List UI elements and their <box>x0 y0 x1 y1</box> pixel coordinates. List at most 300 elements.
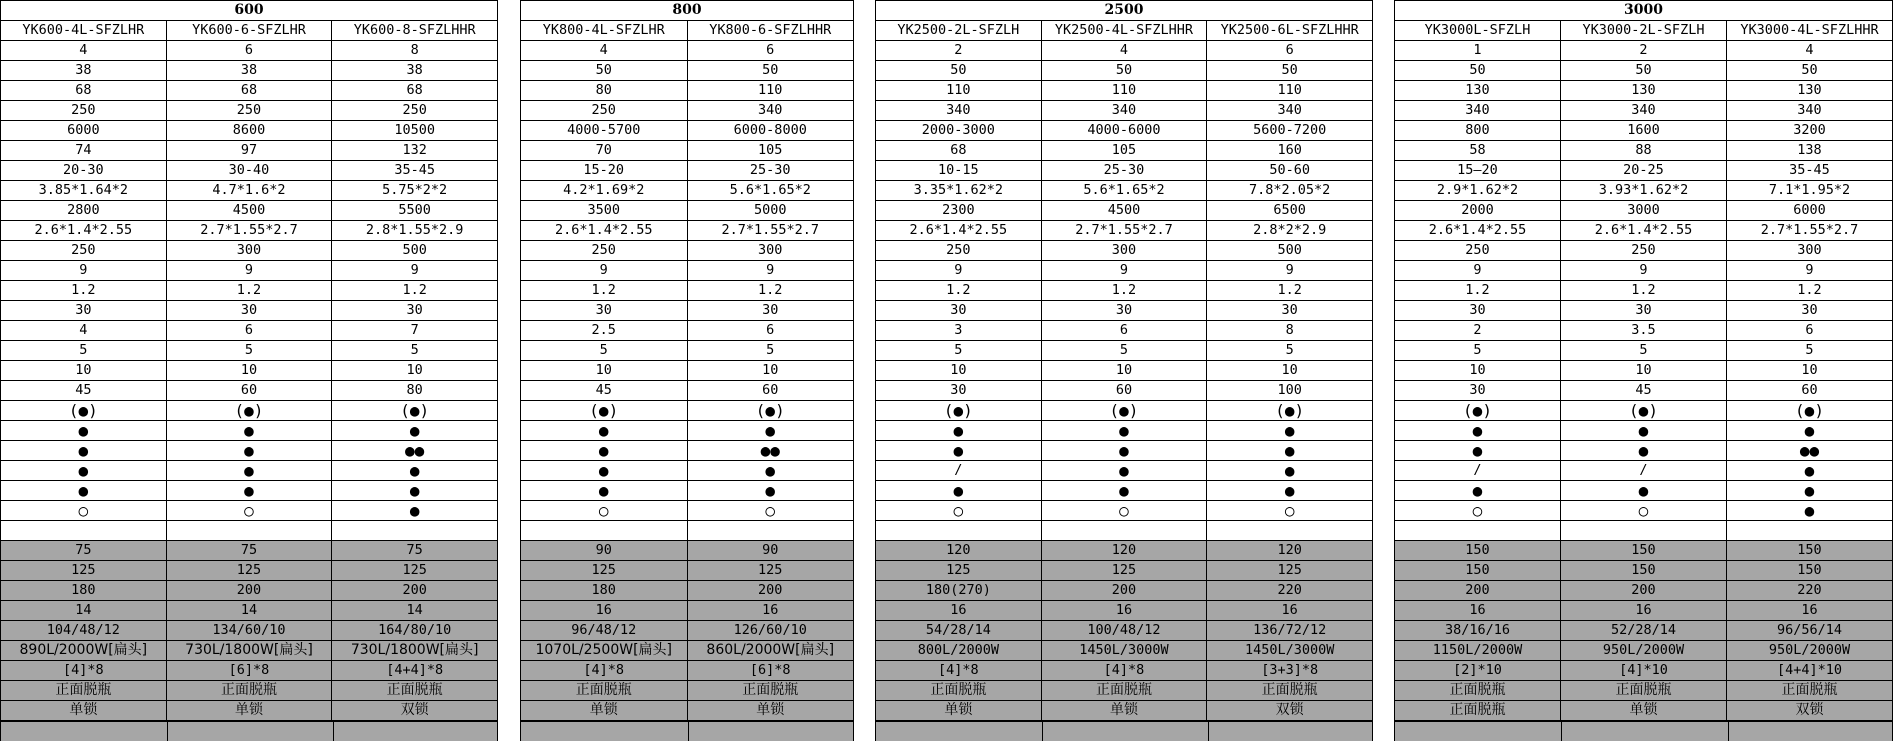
spec-cell: 38 <box>166 61 332 81</box>
spec-cell: 30-40 <box>166 161 332 181</box>
spec-cell: 10 <box>521 361 688 381</box>
spec-cell: ● <box>1561 421 1727 441</box>
spec-row-shaded <box>1395 681 1893 701</box>
spec-cell <box>1561 521 1727 541</box>
spec-row <box>1 61 498 81</box>
model-row <box>876 21 1373 41</box>
spec-cell: (●) <box>1 401 167 421</box>
spec-cell: 4000-6000 <box>1041 121 1207 141</box>
group-title: 800 <box>521 1 854 21</box>
spec-cell: 4.2*1.69*2 <box>521 181 688 201</box>
spec-row <box>1 81 498 101</box>
spec-row <box>1395 441 1893 461</box>
spec-cell: ○ <box>1207 501 1373 521</box>
spec-cell: 2.6*1.4*2.55 <box>1 221 167 241</box>
spec-cell: 180 <box>1 581 167 601</box>
spec-cell: 250 <box>521 241 688 261</box>
spec-cell: 180 <box>521 581 688 601</box>
spec-cell: 1.2 <box>166 281 332 301</box>
spec-row <box>1395 521 1893 541</box>
spec-row <box>876 101 1373 121</box>
spec-cell: ● <box>1727 461 1893 481</box>
spec-cell: 双锁 <box>1207 701 1373 721</box>
spec-cell: 125 <box>1 561 167 581</box>
spec-cell: 正面脱瓶 <box>1207 681 1373 701</box>
spec-cell: 6000 <box>1 121 167 141</box>
spec-row <box>521 401 854 421</box>
spec-cell: 50 <box>876 61 1042 81</box>
spec-cell: 5 <box>687 341 854 361</box>
spec-row <box>1395 161 1893 181</box>
spec-cell: 6 <box>166 321 332 341</box>
spec-row <box>1395 381 1893 401</box>
spec-cell: 5 <box>1561 341 1727 361</box>
spec-row <box>876 501 1373 521</box>
spec-cell: 9 <box>332 261 498 281</box>
spec-cell: 2.8*1.55*2.9 <box>332 221 498 241</box>
spec-cell: ● <box>1395 481 1561 501</box>
spec-cell <box>521 521 688 541</box>
spec-cell: 150 <box>1395 541 1561 561</box>
spec-cell: (●) <box>521 401 688 421</box>
spec-row-shaded <box>521 561 854 581</box>
spec-cell: 10 <box>1041 361 1207 381</box>
spec-row-shaded <box>521 581 854 601</box>
spec-cell: 2.7*1.55*2.7 <box>1727 221 1893 241</box>
spec-cell: 730L/1800W[扁头] <box>166 641 332 661</box>
spec-row <box>1395 61 1893 81</box>
spec-row <box>876 361 1373 381</box>
spec-row <box>1395 361 1893 381</box>
spec-cell: ● <box>166 421 332 441</box>
spec-row <box>521 41 854 61</box>
spec-cell: 125 <box>332 561 498 581</box>
spec-row-shaded <box>521 641 854 661</box>
spec-cell: 100/48/12 <box>1041 621 1207 641</box>
spec-row <box>876 281 1373 301</box>
spec-cell: 10 <box>332 361 498 381</box>
spec-cell: ●● <box>687 441 854 461</box>
spec-cell: 2.7*1.55*2.7 <box>1041 221 1207 241</box>
spec-cell: 正面脱瓶 <box>876 681 1042 701</box>
group-title: 2500 <box>876 1 1373 21</box>
spec-row <box>1395 261 1893 281</box>
spec-cell: 20-25 <box>1561 161 1727 181</box>
spec-cell: 97 <box>166 141 332 161</box>
spec-cell: 3.35*1.62*2 <box>876 181 1042 201</box>
spec-row-shaded <box>876 661 1373 681</box>
spec-cell: 单锁 <box>1 701 167 721</box>
spec-row <box>876 521 1373 541</box>
model-name: YK3000-4L-SFZLHHR <box>1727 21 1893 41</box>
spec-cell <box>332 521 498 541</box>
spec-cell: 9 <box>1041 261 1207 281</box>
spec-row-shaded <box>1395 601 1893 621</box>
spec-cell: 30 <box>687 301 854 321</box>
table-bottom-filler <box>875 721 1373 741</box>
spec-row <box>876 41 1373 61</box>
spec-cell: 340 <box>876 101 1042 121</box>
spec-cell: 正面脱瓶 <box>1041 681 1207 701</box>
spec-cell <box>1 521 167 541</box>
spec-table-group-3000 <box>1394 0 1893 740</box>
spec-row <box>876 141 1373 161</box>
spec-cell: 200 <box>1561 581 1727 601</box>
spec-cell: 4 <box>521 41 688 61</box>
spec-cell: 4.7*1.6*2 <box>166 181 332 201</box>
spec-row <box>1395 481 1893 501</box>
spec-cell: ● <box>1041 421 1207 441</box>
model-name: YK3000-2L-SFZLH <box>1561 21 1727 41</box>
spec-cell: / <box>1395 461 1561 481</box>
spec-cell: 5 <box>1395 341 1561 361</box>
spec-cell: 120 <box>1207 541 1373 561</box>
spec-row-shaded <box>876 641 1373 661</box>
spec-row-shaded <box>1 641 498 661</box>
spec-row <box>1395 341 1893 361</box>
group-title: 3000 <box>1395 1 1893 21</box>
spec-row <box>521 281 854 301</box>
spec-cell: 3 <box>876 321 1042 341</box>
spec-row-shaded <box>1395 581 1893 601</box>
spec-cell: 8 <box>1207 321 1373 341</box>
spec-cell: 50 <box>687 61 854 81</box>
spec-cell: 130 <box>1395 81 1561 101</box>
spec-row-shaded <box>1395 621 1893 641</box>
spec-row <box>1 321 498 341</box>
spec-cell: 860L/2000W[扁头] <box>687 641 854 661</box>
spec-row <box>1395 241 1893 261</box>
spec-cell: ● <box>1 441 167 461</box>
spec-row <box>1 381 498 401</box>
spec-row <box>1 181 498 201</box>
spec-cell: 4500 <box>1041 201 1207 221</box>
spec-cell: [2]*10 <box>1395 661 1561 681</box>
spec-row-shaded <box>876 701 1373 721</box>
spec-row <box>521 321 854 341</box>
spec-cell: 75 <box>1 541 167 561</box>
spec-row <box>876 381 1373 401</box>
spec-row <box>1395 201 1893 221</box>
spec-cell: 5 <box>166 341 332 361</box>
spec-cell: 2300 <box>876 201 1042 221</box>
spec-cell: 340 <box>1395 101 1561 121</box>
spec-cell: 75 <box>166 541 332 561</box>
spec-cell: 50 <box>1395 61 1561 81</box>
spec-cell: 10 <box>1561 361 1727 381</box>
spec-cell: 1 <box>1395 41 1561 61</box>
spec-cell: 单锁 <box>687 701 854 721</box>
spec-cell: ●● <box>1727 441 1893 461</box>
spec-cell: 125 <box>166 561 332 581</box>
spec-cell: 60 <box>166 381 332 401</box>
spec-cell: 300 <box>687 241 854 261</box>
spec-row <box>1 41 498 61</box>
spec-row-shaded <box>1 561 498 581</box>
spec-cell: 5000 <box>687 201 854 221</box>
spec-cell: 30 <box>521 301 688 321</box>
spec-row <box>876 201 1373 221</box>
spec-cell: 5 <box>1 341 167 361</box>
spec-cell: 3.85*1.64*2 <box>1 181 167 201</box>
spec-cell: ● <box>876 421 1042 441</box>
spec-cell: ● <box>166 441 332 461</box>
spec-row <box>1 481 498 501</box>
spec-cell: [6]*8 <box>166 661 332 681</box>
spec-row-shaded <box>1395 561 1893 581</box>
spec-cell: 110 <box>687 81 854 101</box>
spec-cell: 105 <box>1041 141 1207 161</box>
spec-row <box>1395 221 1893 241</box>
spec-row <box>521 481 854 501</box>
spec-table <box>1394 0 1893 721</box>
spec-cell: 80 <box>521 81 688 101</box>
spec-cell: ● <box>1207 461 1373 481</box>
spec-cell: 1.2 <box>876 281 1042 301</box>
spec-row <box>521 501 854 521</box>
spec-cell: 220 <box>1207 581 1373 601</box>
spec-row <box>1395 81 1893 101</box>
spec-row <box>1395 321 1893 341</box>
spec-cell: 4 <box>1727 41 1893 61</box>
spec-cell: ○ <box>1395 501 1561 521</box>
spec-row <box>876 401 1373 421</box>
spec-table <box>520 0 854 721</box>
spec-row-shaded <box>876 621 1373 641</box>
spec-cell: 250 <box>166 101 332 121</box>
spec-cell: 110 <box>876 81 1042 101</box>
spec-cell: ○ <box>521 501 688 521</box>
spec-cell: 180(270) <box>876 581 1042 601</box>
spec-cell: 150 <box>1561 541 1727 561</box>
spec-row-shaded <box>521 621 854 641</box>
spec-cell: 30 <box>1 301 167 321</box>
spec-cell: 104/48/12 <box>1 621 167 641</box>
spec-cell: 250 <box>1 101 167 121</box>
spec-cell: [6]*8 <box>687 661 854 681</box>
spec-cell: 正面脱瓶 <box>1395 701 1561 721</box>
spec-row <box>876 461 1373 481</box>
spec-row <box>1 341 498 361</box>
spec-cell: 800L/2000W <box>876 641 1042 661</box>
spec-cell: 9 <box>1 261 167 281</box>
spec-cell: 80 <box>332 381 498 401</box>
spec-row <box>521 81 854 101</box>
spec-cell: 340 <box>687 101 854 121</box>
spec-cell: 68 <box>1 81 167 101</box>
spec-cell: 1.2 <box>1561 281 1727 301</box>
spec-row <box>521 61 854 81</box>
spec-cell: 200 <box>1395 581 1561 601</box>
spec-row-shaded <box>1395 541 1893 561</box>
spec-row <box>876 221 1373 241</box>
spec-row <box>876 301 1373 321</box>
spec-cell: 1450L/3000W <box>1041 641 1207 661</box>
spec-cell: ○ <box>166 501 332 521</box>
spec-cell: 30 <box>876 381 1042 401</box>
spec-cell: (●) <box>687 401 854 421</box>
spec-cell: 10 <box>1395 361 1561 381</box>
spec-cell: 220 <box>1727 581 1893 601</box>
spec-cell: ● <box>521 441 688 461</box>
spec-row <box>521 201 854 221</box>
spec-row <box>521 121 854 141</box>
spec-cell: 3200 <box>1727 121 1893 141</box>
spec-row <box>1 501 498 521</box>
spec-cell: (●) <box>1041 401 1207 421</box>
spec-cell: 125 <box>1041 561 1207 581</box>
spec-row-shaded <box>1 621 498 641</box>
spec-row <box>1395 41 1893 61</box>
spec-row <box>1 521 498 541</box>
spec-row <box>521 181 854 201</box>
spec-cell: 60 <box>687 381 854 401</box>
spec-row <box>1 421 498 441</box>
spec-cell: 10 <box>166 361 332 381</box>
spec-row <box>521 521 854 541</box>
spec-row <box>521 261 854 281</box>
spec-cell: 120 <box>1041 541 1207 561</box>
spec-cell: 5 <box>1727 341 1893 361</box>
spec-cell: 正面脱瓶 <box>332 681 498 701</box>
spec-cell: 150 <box>1395 561 1561 581</box>
spec-row <box>1395 421 1893 441</box>
spec-cell: 1.2 <box>1207 281 1373 301</box>
spec-cell: 1600 <box>1561 121 1727 141</box>
spec-cell: ● <box>876 481 1042 501</box>
spec-cell: 单锁 <box>1561 701 1727 721</box>
spec-row-shaded <box>521 681 854 701</box>
spec-cell: 5 <box>1207 341 1373 361</box>
spec-row-shaded <box>1 701 498 721</box>
spec-table-group-800 <box>520 0 854 740</box>
spec-cell: (●) <box>876 401 1042 421</box>
table-bottom-filler <box>1394 721 1893 741</box>
spec-cell: ● <box>1395 421 1561 441</box>
spec-cell: ● <box>521 421 688 441</box>
spec-cell: 1.2 <box>1041 281 1207 301</box>
spec-cell: 200 <box>1041 581 1207 601</box>
spec-cell: ● <box>332 421 498 441</box>
model-name: YK2500-2L-SFZLH <box>876 21 1042 41</box>
spec-cell: 1.2 <box>1395 281 1561 301</box>
spec-cell: 2000 <box>1395 201 1561 221</box>
spec-row <box>521 461 854 481</box>
spec-cell: 2.6*1.4*2.55 <box>876 221 1042 241</box>
spec-row-shaded <box>521 701 854 721</box>
spec-cell: 200 <box>687 581 854 601</box>
spec-cell: 2.7*1.55*2.7 <box>687 221 854 241</box>
spec-cell: ○ <box>1561 501 1727 521</box>
spec-row <box>1 401 498 421</box>
spec-cell: 10 <box>1207 361 1373 381</box>
spec-row-shaded <box>1 581 498 601</box>
spec-cell: [4+4]*8 <box>332 661 498 681</box>
spec-cell: 8600 <box>166 121 332 141</box>
spec-cell: 500 <box>1207 241 1373 261</box>
spec-cell: 3.93*1.62*2 <box>1561 181 1727 201</box>
spec-cell: 4 <box>1 41 167 61</box>
spec-cell: ● <box>1041 461 1207 481</box>
spec-cell: 45 <box>1561 381 1727 401</box>
spec-cell: [4]*10 <box>1561 661 1727 681</box>
spec-row-shaded <box>521 601 854 621</box>
spec-cell: 5 <box>332 341 498 361</box>
spec-cell: 950L/2000W <box>1727 641 1893 661</box>
spec-row <box>1 221 498 241</box>
spec-cell: 1150L/2000W <box>1395 641 1561 661</box>
spec-cell: 68 <box>876 141 1042 161</box>
spec-cell: 9 <box>521 261 688 281</box>
spec-cell: 38/16/16 <box>1395 621 1561 641</box>
model-row <box>1395 21 1893 41</box>
spec-cell: 125 <box>687 561 854 581</box>
spec-cell: 30 <box>876 301 1042 321</box>
spec-row <box>521 101 854 121</box>
spec-cell: ○ <box>687 501 854 521</box>
spec-cell: ● <box>1 481 167 501</box>
spec-cell: 50 <box>1561 61 1727 81</box>
spec-cell: 60 <box>1041 381 1207 401</box>
spec-cell: ● <box>521 461 688 481</box>
spec-cell <box>166 521 332 541</box>
spec-cell: 16 <box>1207 601 1373 621</box>
spec-row-shaded <box>1 661 498 681</box>
spec-cell: 9 <box>1561 261 1727 281</box>
spec-cell: 70 <box>521 141 688 161</box>
spec-cell: 50 <box>1727 61 1893 81</box>
spec-row <box>876 121 1373 141</box>
group-title: 600 <box>1 1 498 21</box>
spec-cell: 2.8*2*2.9 <box>1207 221 1373 241</box>
spec-row <box>521 241 854 261</box>
spec-cell: ● <box>687 481 854 501</box>
spec-cell: ● <box>166 481 332 501</box>
spec-cell: 9 <box>1207 261 1373 281</box>
spec-cell: 134/60/10 <box>166 621 332 641</box>
spec-row <box>1 101 498 121</box>
spec-cell: ● <box>687 421 854 441</box>
spec-cell: 正面脱瓶 <box>1395 681 1561 701</box>
spec-cell: 9 <box>1395 261 1561 281</box>
model-row <box>1 21 498 41</box>
spec-cell: 75 <box>332 541 498 561</box>
spec-cell: 30 <box>166 301 332 321</box>
spec-cell: 68 <box>166 81 332 101</box>
spec-cell: [3+3]*8 <box>1207 661 1373 681</box>
table-bottom-filler <box>0 721 498 741</box>
spec-cell: 50-60 <box>1207 161 1373 181</box>
spec-cell: 250 <box>1 241 167 261</box>
spec-cell: ● <box>332 481 498 501</box>
spec-cell: 35-45 <box>1727 161 1893 181</box>
spec-cell: [4]*8 <box>876 661 1042 681</box>
spec-cell: 2.5 <box>521 321 688 341</box>
spec-cell: 16 <box>1561 601 1727 621</box>
spec-cell: 2.6*1.4*2.55 <box>1561 221 1727 241</box>
spec-cell: 7.1*1.95*2 <box>1727 181 1893 201</box>
spec-cell: 正面脱瓶 <box>1561 681 1727 701</box>
spec-cell: 15—20 <box>1395 161 1561 181</box>
spec-cell: 4 <box>1041 41 1207 61</box>
spec-row-shaded <box>1395 701 1893 721</box>
spec-row <box>1395 181 1893 201</box>
spec-cell: 5 <box>876 341 1042 361</box>
spec-row <box>876 161 1373 181</box>
spec-cell: (●) <box>332 401 498 421</box>
spec-row <box>1395 461 1893 481</box>
model-row <box>521 21 854 41</box>
